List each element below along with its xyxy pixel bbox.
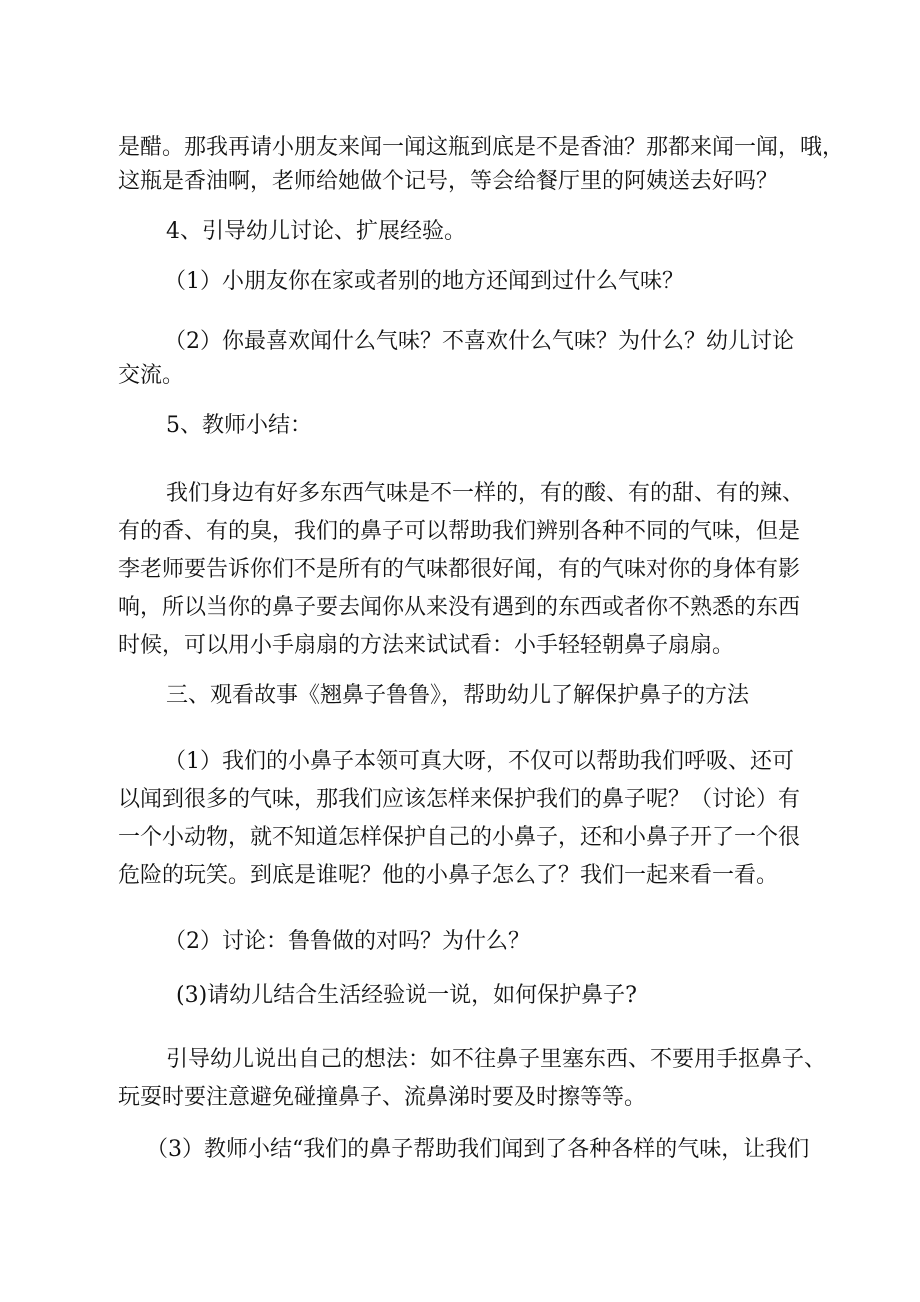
- text-line: 是醋。那我再请小朋友来闻一闻这瓶到底是不是香油？那都来闻一闻，哦，: [118, 135, 845, 160]
- text-line: 引导幼儿说出自己的想法：如不往鼻子里塞东西、不要用手抠鼻子、: [166, 1047, 827, 1072]
- text-line: （1）我们的小鼻子本领可真大呀，不仅可以帮助我们呼吸、还可: [164, 749, 794, 774]
- text-line: 李老师要告诉你们不是所有的气味都很好闻，有的气味对你的身体有影: [118, 557, 801, 582]
- text-line: 有的香、有的臭，我们的鼻子可以帮助我们辨别各种不同的气味，但是: [118, 519, 801, 544]
- text-line: 一个小动物，就不知道怎样保护自己的小鼻子，还和小鼻子开了一个很: [118, 825, 801, 850]
- text-line: （1）小朋友你在家或者别的地方还闻到过什么气味？: [164, 269, 684, 294]
- text-line: 危险的玩笑。到底是谁呢？他的小鼻子怎么了？我们一起来看一看。: [118, 863, 779, 888]
- section-heading: 5、教师小结：: [166, 413, 312, 438]
- text-line: 这瓶是香油啊，老师给她做个记号，等会给餐厅里的阿姨送去好吗？: [118, 169, 779, 194]
- text-line: 以闻到很多的气味，那我们应该怎样来保护我们的鼻子呢？（讨论）有: [118, 787, 801, 812]
- text-line: 时候，可以用小手扇扇的方法来试试看：小手轻轻朝鼻子扇扇。: [118, 633, 735, 658]
- section-heading: 三、观看故事《翘鼻子鲁鲁》，帮助幼儿了解保护鼻子的方法: [166, 683, 750, 708]
- text-line: 交流。: [118, 363, 185, 388]
- text-line: 我们身边有好多东西气味是不一样的，有的酸、有的甜、有的辣、: [166, 481, 805, 506]
- text-line: 响，所以当你的鼻子要去闻你从来没有遇到的东西或者你不熟悉的东西: [118, 595, 801, 620]
- text-line: (3)请幼儿结合生活经验说一说，如何保护鼻子?: [176, 983, 637, 1008]
- text-line: 玩耍时要注意避免碰撞鼻子、流鼻涕时要及时擦等等。: [118, 1085, 647, 1110]
- text-line: （2）你最喜欢闻什么气味？不喜欢什么气味？为什么？幼儿讨论: [164, 329, 794, 354]
- text-line: （2）讨论：鲁鲁做的对吗？为什么？: [164, 929, 530, 954]
- section-heading: 4、引导幼儿讨论、扩展经验。: [166, 219, 466, 244]
- text-line: （3）教师小结“我们的鼻子帮助我们闻到了各种各样的气味，让我们: [146, 1137, 810, 1162]
